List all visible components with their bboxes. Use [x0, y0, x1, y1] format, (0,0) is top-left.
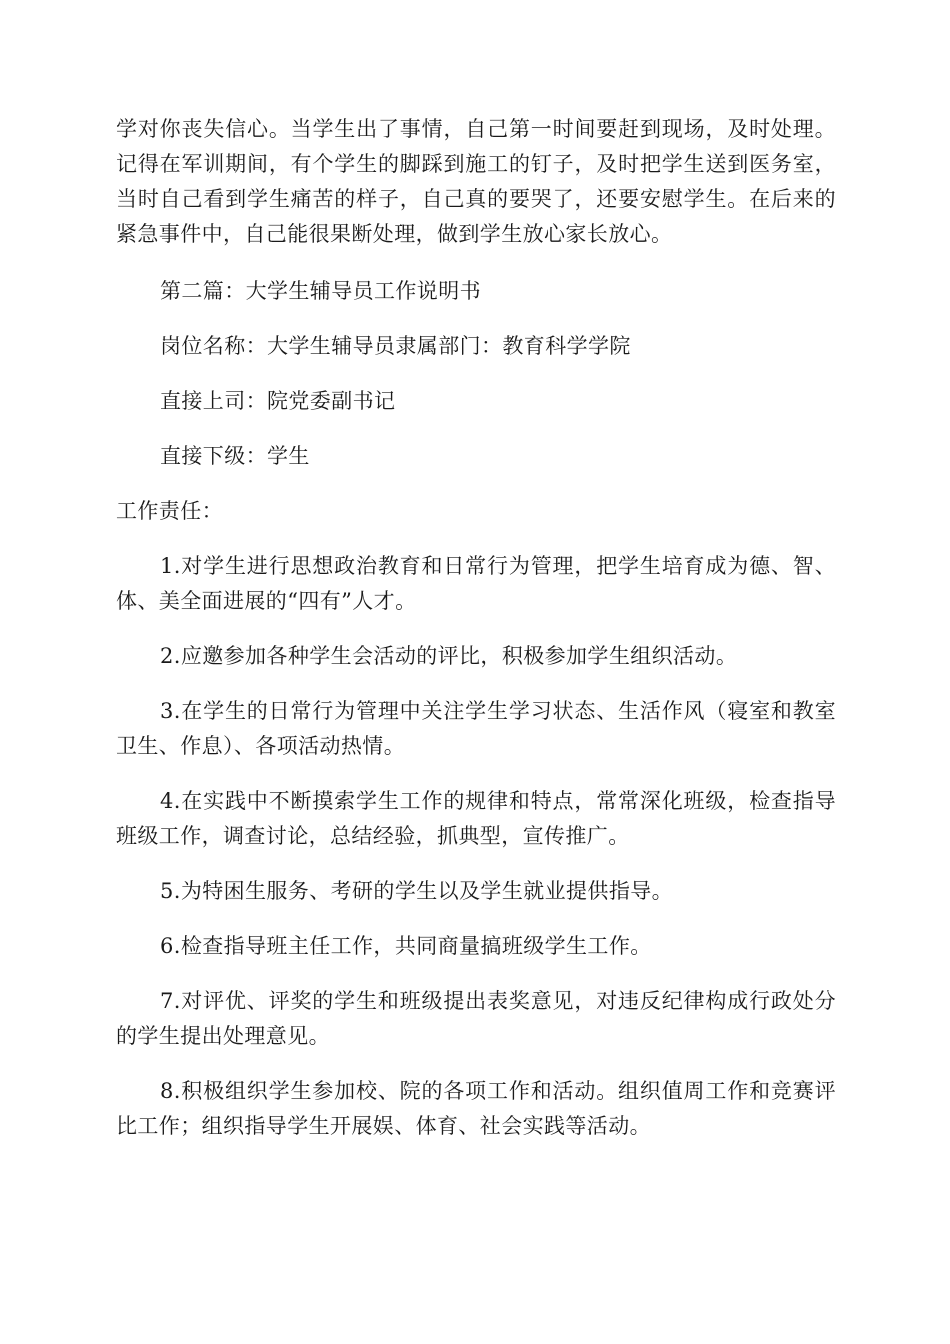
responsibility-item-6: 6.检查指导班主任工作，共同商量搞班级学生工作。	[160, 934, 652, 958]
responsibility-item-4: 4.在实践中不断摸索学生工作的规律和特点，常常深化班级，检查指导班级工作，调查讨论，总结经验，抓典型，宣传推广。	[116, 789, 836, 848]
position-line: 岗位名称：大学生辅导员隶属部门：教育科学学院	[160, 334, 631, 358]
intro-paragraph: 学对你丧失信心。当学生出了事情，自己第一时间要赶到现场，及时处理。记得在军训期间，有个学生的脚踩到施工的钉子，及时把学生送到医务室，当时自己看到学生痛苦的样子，自己真的要哭了，还要安慰学生。在后来的紧急事件中，自己能很果断处理，做到学生放心家长放心。	[116, 117, 836, 246]
responsibility-item-2: 2.应邀参加各种学生会活动的评比，积极参加学生组织活动。	[160, 644, 738, 668]
responsibility-item-7: 7.对评优、评奖的学生和班级提出表奖意见，对违反纪律构成行政处分的学生提出处理意见。	[116, 989, 836, 1048]
responsibility-item-1: 1.对学生进行思想政治教育和日常行为管理，把学生培育成为德、智、体、美全面进展的“四有”人才。	[116, 554, 836, 613]
responsibilities-heading: 工作责任：	[116, 499, 223, 523]
supervisor-line: 直接上司：院党委副书记	[160, 389, 396, 413]
subordinate-line: 直接下级：学生	[160, 444, 310, 468]
section-title: 第二篇：大学生辅导员工作说明书	[160, 279, 481, 303]
responsibility-item-5: 5.为特困生服务、考研的学生以及学生就业提供指导。	[160, 879, 674, 903]
responsibility-item-3: 3.在学生的日常行为管理中关注学生学习状态、生活作风（寝室和教室卫生、作息）、各项活动热情。	[116, 699, 836, 758]
document-body	[116, 112, 836, 1164]
responsibility-item-8: 8.积极组织学生参加校、院的各项工作和活动。组织值周工作和竞赛评比工作；组织指导学生开展娱、体育、社会实践等活动。	[116, 1079, 836, 1138]
